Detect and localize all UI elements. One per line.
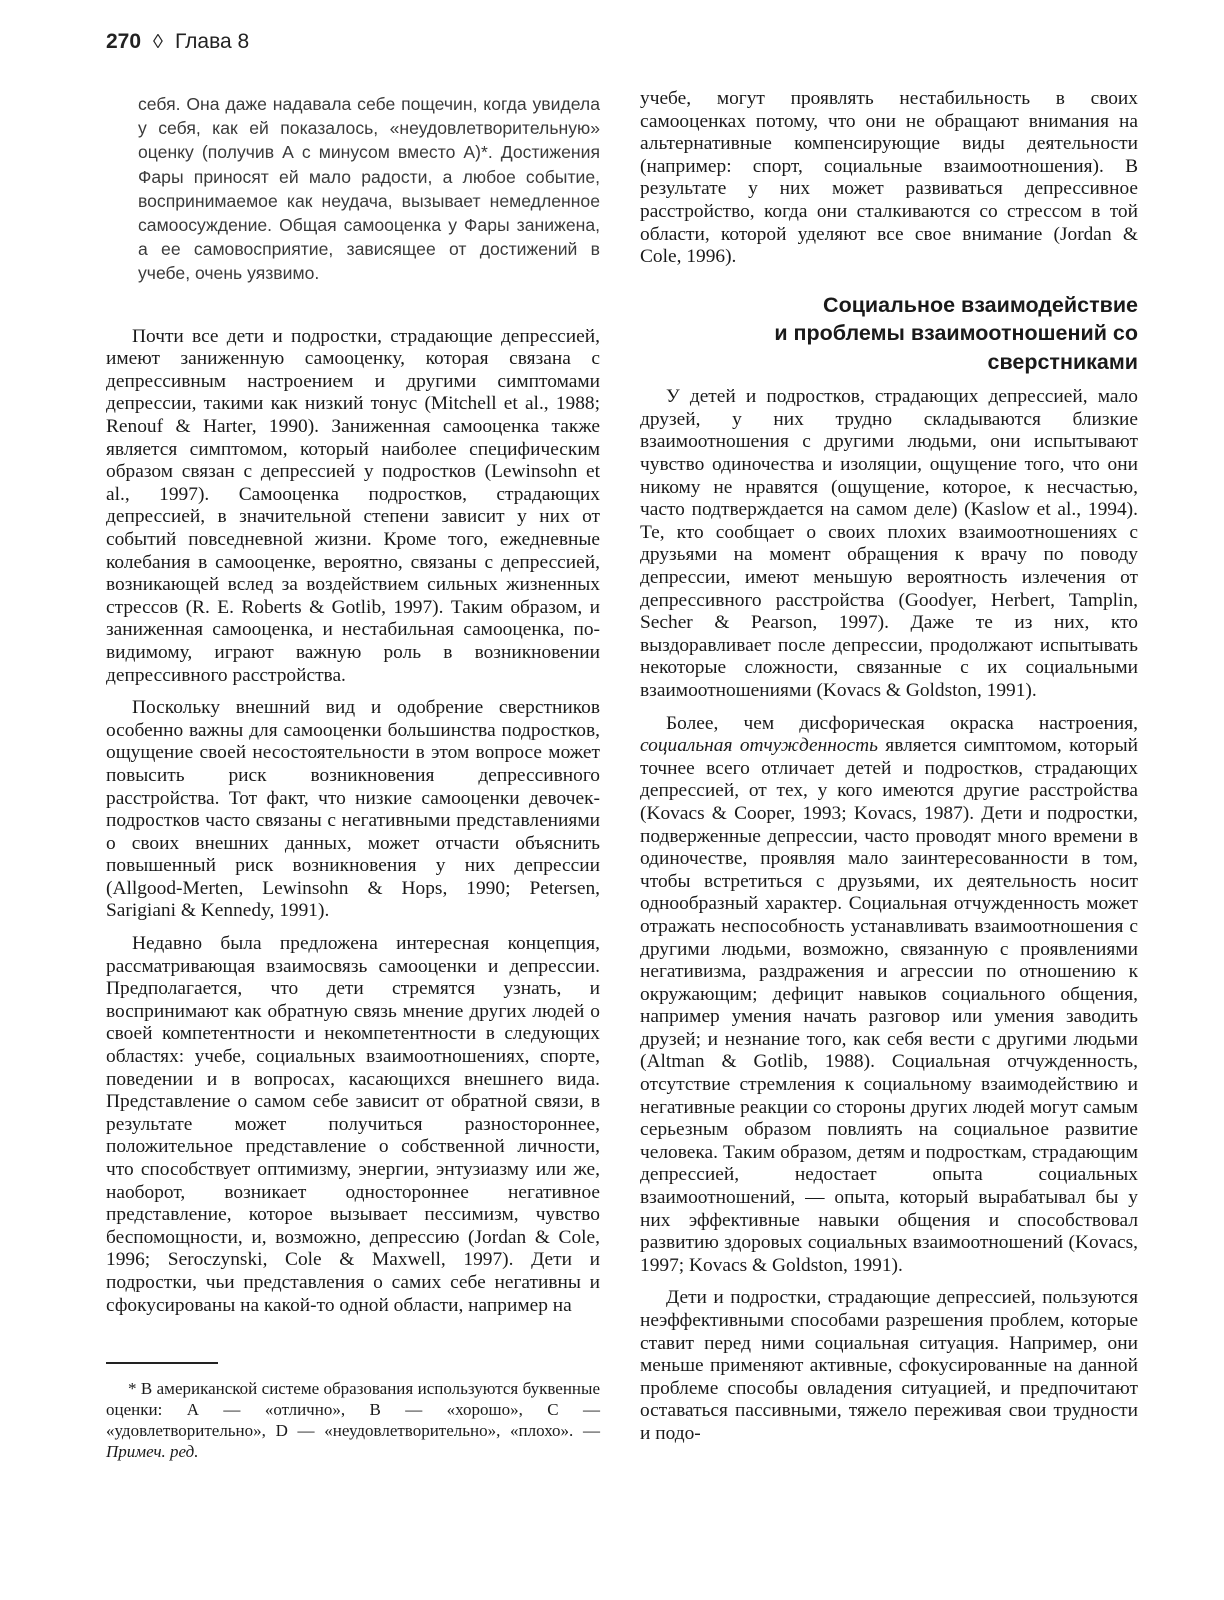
diamond-separator-icon: ◊ (153, 31, 163, 53)
section-heading-line: и проблемы взаимоотношений со (774, 321, 1138, 346)
paragraph-text: Более, чем дисфорическая окраска настроения, (666, 712, 1138, 734)
footnote-divider (106, 1362, 218, 1364)
section-heading-line: сверстниками (987, 349, 1138, 374)
paragraph (640, 713, 1138, 1278)
chapter-title: Глава 8 (174, 30, 250, 53)
paragraph-text: является симптомом, который точнее всего отличает детей и подростков, страдающих депрессией, от тех, у кого имеются другие расстройства (Kovacs & Cooper, 1993; Kovacs, 1987). Дети и подростки, подверженные депрессии, часто проводят много времени в одиночестве, проявляя мало заинтересованности в том, чтобы встретиться с друзьями, их деятельность носит однообразный характер. Социальная отчужденность может отражать неспособность устанавливать взаимоотношения с другими людьми, возможно, связанную с проявлениями негативизма, раздражения и агрессии по отношению к окружающим; дефицит навыков социального общения, например умения начать разговор или умения заводить друзей; и незнание того, как себя вести с другими людьми (Altman & Gotlib, 1988). Социальная отчужденность, отсутствие стремления к социальному взаимодействию и негативные реакции со стороны других людей могут самым серьезным образом повлиять на социальное развитие человека. Таким образом, детям и подросткам, страдающим депрессией, недостает опыта социальных взаимоотношений, — опыта, который вырабатывал бы у них эффективные навыки общения и способствовал развитию здоровых социальных взаимоотношений (Kovacs, 1997; Kovacs & Goldston, 1991). (640, 735, 1138, 1276)
paragraph: Дети и подростки, страдающие депрессией, пользуются неэффективными способами разрешения проблем, которые ставит перед ними социальная ситуация. Например, они меньше применяют активные, сфокусированные на данной проблеме способы овладения ситуацией, и предпочитают оставаться пассивными, тяжело переживая свои трудности и подо- (640, 1287, 1138, 1444)
italic-term: социальная отчужденность (640, 735, 878, 757)
footnote (106, 1378, 600, 1462)
paragraph: У детей и подростков, страдающих депрессией, мало друзей, у них трудно складываются близкие взаимоотношения с другими людьми, они испытывают чувство одиночества и изоляции, ощущение того, что они никому не нравятся (ощущение, которое, к несчастью, часто подтверждается на самом деле) (Kaslow et al., 1994). Те, кто сообщает о своих плохих взаимоотношениях с друзьями на момент обращения к врачу по поводу депрессии, имеют меньшую вероятность излечения от депрессивного расстройства (Goodyer, Herbert, Tamplin, Secher & Pearson, 1997). Даже те из них, кто выздоравливает после депрессии, продолжают испытывать некоторые сложности, связанные с их социальными взаимоотношениями (Kovacs & Goldston, 1991). (640, 386, 1138, 701)
running-head (106, 30, 249, 54)
editor-note: Примеч. ред. (106, 1442, 199, 1461)
right-column (640, 88, 1138, 1456)
page-number: 270 (106, 30, 142, 53)
section-heading-line: Социальное взаимодействие (823, 292, 1138, 317)
footnote-text: * В американской системе образования используются буквенные оценки: А — «отлично», В — «хорошо», С — «удовлетворительно», D — «неудовлетворительно», «плохо». — (106, 1379, 600, 1440)
section-heading (640, 291, 1138, 377)
paragraph: Почти все дети и подростки, страдающие депрессией, имеют заниженную самооценку, которая связана с депрессивным настроением и другими симптомами депрессии, такими как низкий тонус (Mitchell et al., 1988; Renouf & Harter, 1990). Заниженная самооценка также является симптомом, который наиболее специфическим образом связан с депрессией у подростков (Lewinsohn et al., 1997). Самооценка подростков, страдающих депрессией, в значительной степени зависит у них от событий повседневной жизни. Кроме того, ежедневные колебания в самооценке, вероятно, связаны с депрессией, возникающей вслед за воздействием сильных жизненных стрессов (R. E. Roberts & Gotlib, 1997). Таким образом, и заниженная самооценка, и нестабильная самооценка, по-видимому, играют важную роль в возникновении депрессивного расстройства. (106, 325, 600, 686)
case-study-text: себя. Она даже надавала себе пощечин, когда увидела у себя, как ей показалось, «неудовлетворительную» оценку (получив А с минусом вместо А)*. Достижения Фары приносят ей мало радости, а любое событие, воспринимаемое как неудача, вызывает немедленное самоосуждение. Общая самооценка у Фары занижена, а ее самовосприятие, зависящее от достижений в учебе, очень уязвимо. (138, 94, 600, 284)
paragraph-continued: учебе, могут проявлять нестабильность в своих самооценках потому, что они не обращают внимания на альтернативные компенсирующие виды деятельности (например: спорт, социальные взаимоотношения). В результате у них может развиваться депрессивное расстройство, когда они сталкиваются со стрессом в той области, которой уделяют все свое внимание (Jordan & Cole, 1996). (640, 88, 1138, 268)
paragraph: Недавно была предложена интересная концепция, рассматривающая взаимосвязь самооценки и депрессии. Предполагается, что дети стремятся узнать, и воспринимают как обратную связь мнение других людей о своей компетентности и некомпетентности в следующих областях: учебе, социальных взаимоотношениях, спорте, поведении и в вопросах, касающихся внешнего вида. Представление о самом себе зависит от обратной связи, в результате может получиться разностороннее, положительное представление о собственной личности, что способствует оптимизму, энергии, энтузиазму или же, наоборот, возникает одностороннее негативное представление, которое вызывает пессимизм, чувство беспомощности, и, возможно, депрессию (Jordan & Cole, 1996; Seroczynski, Cole & Maxwell, 1997). Дети и подростки, чьи представления о самих себе негативны и сфокусированы на какой-то одной области, например на (106, 933, 600, 1316)
paragraph: Поскольку внешний вид и одобрение сверстников особенно важны для самооценки большинства подростков, ощущение своей несостоятельности в этом вопросе может повысить риск возникновения депрессивного расстройства. Тот факт, что низкие самооценки девочек-подростков часто связаны с негативными представлениями о своих внешних данных, может отчасти объяснить повышенный риск возникновения у них депрессии (Allgood-Merten, Lewinsohn & Hops, 1990; Petersen, Sarigiani & Kennedy, 1991). (106, 697, 600, 922)
left-column (106, 88, 600, 1327)
